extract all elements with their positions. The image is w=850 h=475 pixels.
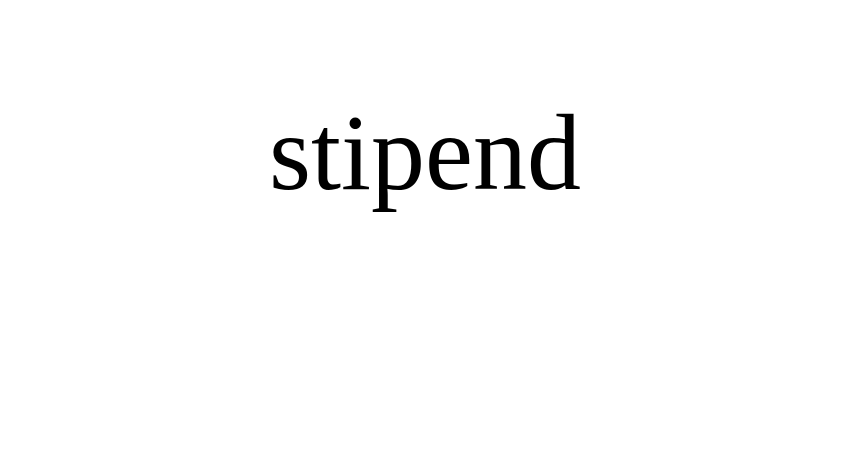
word-text: stipend [269, 94, 581, 213]
